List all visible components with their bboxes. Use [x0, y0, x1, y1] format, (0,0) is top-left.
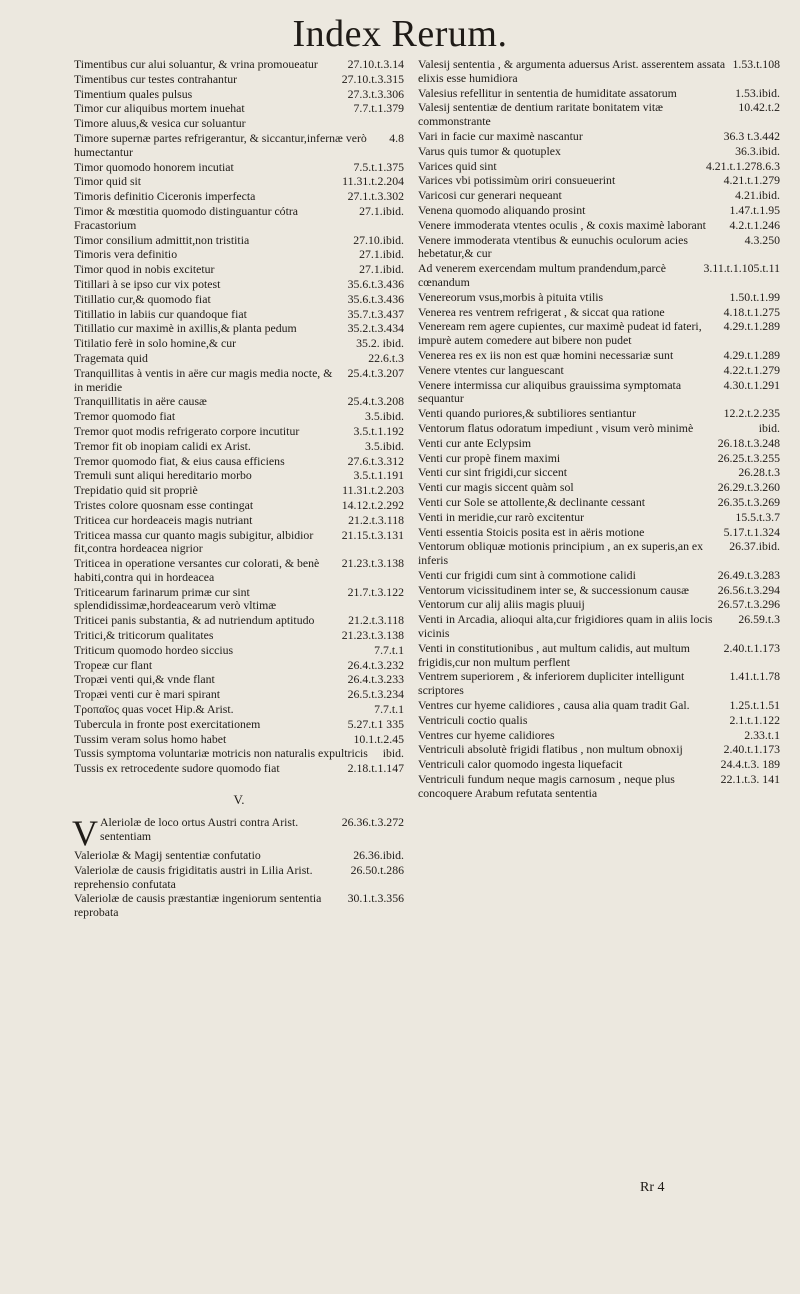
left-column [74, 58, 404, 921]
entry-reference: 27.10.t.3.14 [347, 57, 404, 71]
entry-reference: ibid. [758, 420, 780, 435]
entry-reference: 26.25.t.3.255 [717, 450, 780, 465]
entry-reference: 26.35.t.3.269 [717, 494, 780, 509]
entry-text: Venerea res ventrem refrigerat , & siccat qua ratione [418, 304, 665, 319]
index-entry [418, 145, 780, 159]
index-entry [74, 73, 404, 87]
entry-reference: 12.2.t.2.235 [723, 406, 780, 421]
entry-text: Titillatio cur maximè in axillis,& planta pedum [74, 321, 297, 336]
index-entry [74, 102, 404, 116]
entry-text: Tristes colore quosnam esse contingat [74, 497, 254, 512]
entry-reference: 24.4.t.3. 189 [720, 757, 780, 772]
entry-text: Τροπαῖος quas vocet Hip.& Arist. [74, 702, 234, 717]
entry-reference: 4.29.t.1.289 [723, 319, 780, 334]
entry-reference: 1.50.t.1.99 [729, 289, 780, 304]
entry-reference: 7.7.t.1 [374, 642, 404, 657]
index-entry [418, 160, 780, 174]
index-entry [418, 466, 780, 480]
entry-reference: 1.41.t.1.78 [729, 669, 780, 684]
entry-text: Varices quid sint [418, 158, 497, 173]
entry-text: Venere immoderata vtentibus & eunuchis oculorum acies hebetatur,& cur [418, 232, 688, 261]
index-entry [418, 219, 780, 233]
index-entry [74, 455, 404, 469]
entry-text: Tremuli sunt aliqui hereditario morbo [74, 468, 252, 483]
entry-reference: 4.29.t.1.289 [723, 347, 780, 362]
index-entry [74, 469, 404, 483]
entry-reference: 26.28.t.3 [738, 465, 780, 480]
entry-reference: 2.18.t.1.147 [347, 761, 404, 776]
index-entry [418, 437, 780, 451]
index-entry [418, 670, 780, 698]
entry-reference: 1.53.t.108 [732, 57, 780, 71]
index-entry [418, 642, 780, 670]
index-entry [74, 175, 404, 189]
entry-text: Tussis symptoma voluntariæ motricis non naturalis expultricis [74, 746, 368, 761]
index-entry [74, 352, 404, 366]
entry-reference: 21.7.t.3.122 [347, 584, 404, 599]
index-entry [418, 87, 780, 101]
entry-reference: 26.50.t.286 [350, 862, 404, 877]
index-entry [74, 614, 404, 628]
page-title: Index Rerum. [292, 13, 508, 55]
entry-reference: 3.5.ibid. [365, 438, 404, 453]
entry-text: Venereorum vsus,morbis à pituita vtilis [418, 289, 604, 304]
entry-reference: 35.2.t.3.434 [347, 321, 404, 336]
entry-reference: 11.31.t.2.203 [342, 483, 404, 498]
index-entry [74, 644, 404, 658]
entry-reference: 26.18.t.3.248 [717, 435, 780, 450]
entry-text: Venti cur sint frigidi,cur siccent [418, 465, 568, 480]
entry-text: Timentium quales pulsus [74, 86, 193, 101]
entry-reference: 3.5.t.1.192 [353, 423, 404, 438]
entry-text: Venti in Arcadia, alioqui alta,cur frigidiores quam in aliis locis vicinis [418, 612, 713, 641]
entry-reference: 7.7.t.1.379 [353, 101, 404, 116]
index-entry [72, 813, 404, 854]
index-entry [74, 747, 404, 761]
entry-reference: 27.1.ibid. [359, 247, 404, 262]
entry-reference: 1.25.t.1.51 [729, 698, 780, 713]
entry-reference: 11.31.t.2.204 [342, 174, 404, 189]
index-entry [418, 101, 780, 129]
entry-reference: 26.36.t.3.272 [341, 815, 404, 830]
entry-text: Venere intermissa cur aliquibus grauissima symptomata sequantur [418, 377, 682, 406]
entry-text: Timoris definitio Ciceronis imperfecta [74, 189, 256, 204]
entry-reference: 26.29.t.3.260 [717, 480, 780, 495]
entry-text: Varices vbi potissimùm oriri consueuerint [418, 173, 616, 188]
entry-text: Valeriolæ de causis præstantiæ ingeniorum sententia reprobata [74, 891, 322, 920]
index-entry [418, 598, 780, 612]
index-entry [418, 204, 780, 218]
index-entry [418, 189, 780, 203]
entry-reference: 25.4.t.3.208 [347, 394, 404, 409]
entry-text: Ventres cur hyeme calidiores [418, 727, 555, 742]
index-entry [74, 499, 404, 513]
entry-reference: 27.1.ibid. [359, 262, 404, 277]
entry-text: Aleriolæ de loco ortus Austri contra Arist. sententiam [100, 815, 299, 843]
entry-reference: 26.5.t.3.234 [347, 687, 404, 702]
index-entry [418, 773, 780, 801]
index-entry [74, 673, 404, 687]
entry-text: Valesij sententia , & argumenta aduersus Arist. asserentem assata elixis esse humidiora [418, 57, 726, 85]
index-entry [418, 743, 780, 757]
index-entry [74, 849, 404, 863]
entry-text: Valesius refellitur in sententia de humiditate assatorum [418, 85, 677, 100]
entry-reference: 2.40.t.1.173 [723, 742, 780, 757]
entry-reference: 21.2.t.3.118 [348, 613, 404, 628]
index-entry [74, 205, 404, 233]
entry-text: Tropæi venti qui,& vnde flant [74, 672, 215, 687]
entry-text: Ventriculi coctio qualis [418, 712, 528, 727]
index-entry [74, 688, 404, 702]
entry-text: Tremor fit ob inopiam calidi ex Arist. [74, 438, 251, 453]
entry-reference: 21.15.t.3.131 [341, 527, 404, 542]
entry-reference: 2.40.t.1.173 [723, 640, 780, 655]
entry-text: Venti cur ante Eclypsim [418, 435, 532, 450]
entry-reference: 21.23.t.3.138 [341, 628, 404, 643]
index-entry [418, 540, 780, 568]
index-entry [418, 291, 780, 305]
entry-reference: 26.37.ibid. [729, 539, 780, 554]
entry-reference: 4.2.t.1.246 [729, 217, 780, 232]
entry-text: Venti in constitutionibus , aut multum calidis, aut multum frigidis,cur non multum perflent [418, 640, 690, 669]
entry-reference: 35.7.t.3.437 [347, 306, 404, 321]
index-entry [74, 733, 404, 747]
entry-text: Varicosi cur generari nequeant [418, 188, 562, 203]
entry-reference: 7.5.t.1.375 [353, 159, 404, 174]
index-entry [418, 130, 780, 144]
entry-reference: 26.4.t.3.232 [347, 657, 404, 672]
entry-reference: 27.1.ibid. [359, 203, 404, 218]
entry-reference: 22.6.t.3 [368, 350, 404, 365]
index-entry [418, 407, 780, 421]
entry-text: Venti essentia Stoicis posita est in aëris motione [418, 524, 645, 539]
entry-reference: 36.3 t.3.442 [723, 128, 780, 143]
index-entry [74, 718, 404, 732]
index-entry [418, 481, 780, 495]
index-entry [418, 364, 780, 378]
entry-reference: 1.47.t.1.95 [729, 202, 780, 217]
index-entry [74, 440, 404, 454]
entry-reference: 35.2. ibid. [356, 336, 404, 351]
index-entry [418, 496, 780, 510]
index-entry [74, 703, 404, 717]
entry-reference: 4.30.t.1.291 [723, 377, 780, 392]
entry-reference: 10.42.t.2 [738, 100, 780, 115]
entry-text: Valeriolæ & Magij sententiæ confutatio [74, 848, 261, 863]
entry-text: Timentibus cur alui soluantur, & vrina promoueatur [74, 57, 318, 71]
index-entry [418, 569, 780, 583]
entry-reference: 14.12.t.2.292 [341, 497, 404, 512]
entry-text: Venerea res ex iis non est quæ homini necessariæ sunt [418, 347, 674, 362]
index-entry [74, 659, 404, 673]
index-entry [418, 262, 780, 290]
entry-text: Titillari à se ipso cur vix potest [74, 276, 221, 291]
entry-reference: 27.3.t.3.306 [347, 86, 404, 101]
entry-reference: 26.57.t.3.296 [717, 597, 780, 612]
entry-text: Tritici,& triticorum qualitates [74, 628, 214, 643]
index-entry [74, 263, 404, 277]
index-entry [74, 484, 404, 498]
entry-text: Titilatio ferè in solo homine,& cur [74, 336, 237, 351]
index-entry [74, 337, 404, 351]
entry-text: Veneream rem agere cupientes, cur maximè pudeat id fateri, impurè autem comedere aut bibere non pudet [418, 319, 702, 348]
entry-text: Ventrem superiorem , & inferiorem dupliciter intelligunt scriptores [418, 669, 685, 698]
entry-reference: 22.1.t.3. 141 [720, 772, 780, 787]
entry-reference: 25.4.t.3.207 [347, 365, 404, 380]
entry-text: Tubercula in fronte post exercitationem [74, 716, 261, 731]
index-entry [74, 293, 404, 307]
index-entry [74, 395, 404, 409]
index-entry [74, 278, 404, 292]
entry-text: Tropeæ cur flant [74, 657, 153, 672]
index-entry [418, 174, 780, 188]
entry-reference: 3.11.t.1.105.t.11 [703, 261, 780, 276]
entry-reference: ibid. [382, 746, 404, 761]
entry-text: Tranquillitas à ventis in aëre cur magis media nocte, & in meridie [74, 365, 333, 394]
entry-reference: 4.21.t.1.278.6.3 [705, 158, 780, 173]
entry-reference: 4.21.t.1.279 [723, 173, 780, 188]
index-entry [418, 511, 780, 525]
index-entry [74, 248, 404, 262]
entry-text: Tropæi venti cur è mari spirant [74, 687, 221, 702]
entry-reference: 10.1.t.2.45 [353, 731, 404, 746]
entry-text: Varus quis tumor & quotuplex [418, 143, 561, 158]
index-entry [74, 586, 404, 614]
entry-text: Timentibus cur testes contrahantur [74, 71, 238, 86]
index-entry [74, 557, 404, 585]
entry-reference: 26.36.ibid. [353, 848, 404, 863]
entry-reference: 4.3.250 [744, 232, 780, 247]
entry-text: Ventriculi calor quomodo ingesta liquefacit [418, 757, 623, 772]
entry-reference: 26.59.t.3 [738, 612, 780, 627]
index-entry [74, 892, 404, 920]
index-entry [74, 234, 404, 248]
entry-text: Venere vtentes cur languescant [418, 362, 564, 377]
entry-text: Titillatio cur,& quomodo fiat [74, 291, 211, 306]
index-entry [418, 58, 780, 86]
index-entry [418, 584, 780, 598]
entry-text: Valesij sententiæ de dentium raritate bonitatem vitæ commonstrante [418, 100, 664, 129]
drop-cap: V [72, 813, 98, 854]
entry-reference: 5.17.t.1.324 [723, 524, 780, 539]
entry-text: Triticei panis substantia, & ad nutriendum aptitudo [74, 613, 315, 628]
entry-text: Triticea massa cur quanto magis subigitur, albidior fit,contra hordeacea nigrior [74, 527, 314, 556]
entry-text: Venti in meridie,cur rarò excitentur [418, 509, 585, 524]
index-entry [418, 452, 780, 466]
entry-text: Ventorum flatus odoratum impediunt , visum verò minimè [418, 420, 694, 435]
entry-text: Timor quid sit [74, 174, 142, 189]
index-entry [74, 190, 404, 204]
entry-reference: 3.5.ibid. [365, 409, 404, 424]
entry-reference: 1.53.ibid. [735, 85, 780, 100]
entry-text: Triticea in operatione versantes cur colorati, & benè habiti,contra qui in hordeacea [74, 556, 320, 584]
index-entry [74, 367, 404, 395]
entry-text: Timor consilium admittit,non tristitia [74, 232, 250, 247]
entry-text: Tragemata quid [74, 350, 148, 365]
entry-text: Venti cur Sole se attollente,& declinante cessant [418, 494, 646, 509]
index-entry [418, 320, 780, 348]
entry-text: Ventres cur hyeme calidiores , causa alia quam tradit Gal. [418, 698, 690, 713]
entry-reference: 2.1.t.1.122 [729, 712, 780, 727]
entry-reference: 26.56.t.3.294 [717, 582, 780, 597]
entry-text: Venere immoderata vtentes oculis , & coxis maximè laborant [418, 217, 706, 232]
entry-text: Ventorum vicissitudinem inter se, & successionum causæ [418, 582, 689, 597]
index-entry [418, 234, 780, 262]
index-entry [74, 762, 404, 776]
entry-reference: 5.27.t.1 335 [347, 716, 404, 731]
entry-text: Venena quomodo aliquando prosint [418, 202, 586, 217]
index-entry [418, 306, 780, 320]
entry-text: Venti quando puriores,& subtiliores sentiantur [418, 406, 636, 421]
index-entry [74, 529, 404, 557]
entry-reference: 30.1.t.3.356 [347, 891, 404, 906]
entry-reference: 26.49.t.3.283 [717, 567, 780, 582]
entry-reference: 15.5.t.3.7 [735, 509, 780, 524]
entry-reference: 4.18.t.1.275 [723, 304, 780, 319]
entry-text: Tussis ex retrocedente sudore quomodo fiat [74, 761, 280, 776]
index-entry [74, 117, 404, 131]
index-entry [418, 758, 780, 772]
entry-reference: 27.10.t.3.315 [341, 71, 404, 86]
entry-text: Tremor quot modis refrigerato corpore incutitur [74, 423, 300, 438]
entry-reference: 3.5.t.1.191 [353, 468, 404, 483]
section-letter: V. [233, 792, 245, 808]
entry-text: Titillatio in labiis cur quandoque fiat [74, 306, 247, 321]
index-entry [418, 422, 780, 436]
index-entry [418, 729, 780, 743]
index-entry [74, 58, 404, 72]
entry-reference: 4.8 [389, 130, 404, 145]
index-entry [74, 425, 404, 439]
index-entry [418, 613, 780, 641]
index-entry [74, 322, 404, 336]
index-entry [418, 714, 780, 728]
entry-reference: 36.3.ibid. [735, 143, 780, 158]
entry-text: Triticea cur hordeaceis magis nutriant [74, 512, 253, 527]
entry-reference: 7.7.t.1 [374, 702, 404, 717]
entry-text: Tremor quomodo fiat, & eius causa efficiens [74, 453, 285, 468]
entry-text: Triticearum farinarum primæ cur sint splendidissimæ,hordeacearum verò vltimæ [74, 584, 277, 613]
entry-text: Vari in facie cur maximè nascantur [418, 128, 583, 143]
entry-text: Ventriculi fundum neque magis carnosum , neque plus concoquere Arabum refutata sententia [418, 772, 675, 800]
index-entry [418, 379, 780, 407]
entry-text: Ventriculi absolutè frigidi flatibus , non multum obnoxij [418, 742, 683, 757]
entry-reference: 27.6.t.3.312 [347, 453, 404, 468]
entry-text: Timor quomodo honorem incutiat [74, 159, 234, 174]
index-entry [418, 699, 780, 713]
entry-text: Timor quod in nobis excitetur [74, 262, 215, 277]
entry-reference: 4.22.t.1.279 [723, 362, 780, 377]
entry-reference: 21.23.t.3.138 [341, 556, 404, 571]
entry-text: Timor cur aliquibus mortem inuehat [74, 101, 245, 116]
index-entry [418, 526, 780, 540]
right-column [418, 58, 780, 802]
entry-text: Triticum quomodo hordeo siccius [74, 642, 234, 657]
signature-mark: Rr 4 [640, 1180, 665, 1195]
entry-text: Valeriolæ de causis frigiditatis austri in Lilia Arist. reprehensio confutata [74, 862, 313, 891]
entry-text: Tremor quomodo fiat [74, 409, 176, 424]
entry-reference: 21.2.t.3.118 [348, 512, 404, 527]
index-entry [418, 349, 780, 363]
entry-text: Ad venerem exercendam multum prandendum,parcè cœnandum [418, 261, 666, 289]
entry-reference: 4.21.ibid. [735, 188, 780, 203]
entry-text: Trepidatio quid sit propriè [74, 483, 198, 498]
entry-text: Tranquillitatis in aëre causæ [74, 394, 207, 409]
entry-text: Timore supernæ partes refrigerantur, & siccantur,infernæ verò humectantur [74, 130, 367, 159]
entry-text: Timoris vera definitio [74, 247, 178, 262]
entry-text: Timore aluus,& vesica cur soluantur [74, 116, 246, 131]
entry-text: Ventorum cur alij aliis magis pluuij [418, 597, 585, 612]
entry-reference: 2.33.t.1 [744, 727, 780, 742]
entry-text: Venti cur propè finem maximi [418, 450, 561, 465]
entry-text: Ventorum obliquæ motionis principium , an ex superis,an ex inferis [418, 539, 704, 568]
index-entry [74, 864, 404, 892]
entry-text: Venti cur magis siccent quàm sol [418, 480, 574, 495]
entry-reference: 27.1.t.3.302 [347, 189, 404, 204]
index-entry [74, 629, 404, 643]
entry-text: Timor & mœstitia quomodo distinguantur cótra Fracastorium [74, 203, 299, 232]
entry-reference: 27.10.ibid. [353, 232, 404, 247]
index-entry [74, 410, 404, 424]
index-entry [74, 161, 404, 175]
entry-reference: 35.6.t.3.436 [347, 291, 404, 306]
index-entry [74, 88, 404, 102]
entry-text: Tussim veram solus homo habet [74, 731, 227, 746]
index-entry [74, 308, 404, 322]
entry-reference: 26.4.t.3.233 [347, 672, 404, 687]
index-entry [74, 514, 404, 528]
index-entry [74, 132, 404, 160]
entry-text: Venti cur frigidi cum sint à commotione calidi [418, 567, 636, 582]
entry-reference: 35.6.t.3.436 [347, 276, 404, 291]
